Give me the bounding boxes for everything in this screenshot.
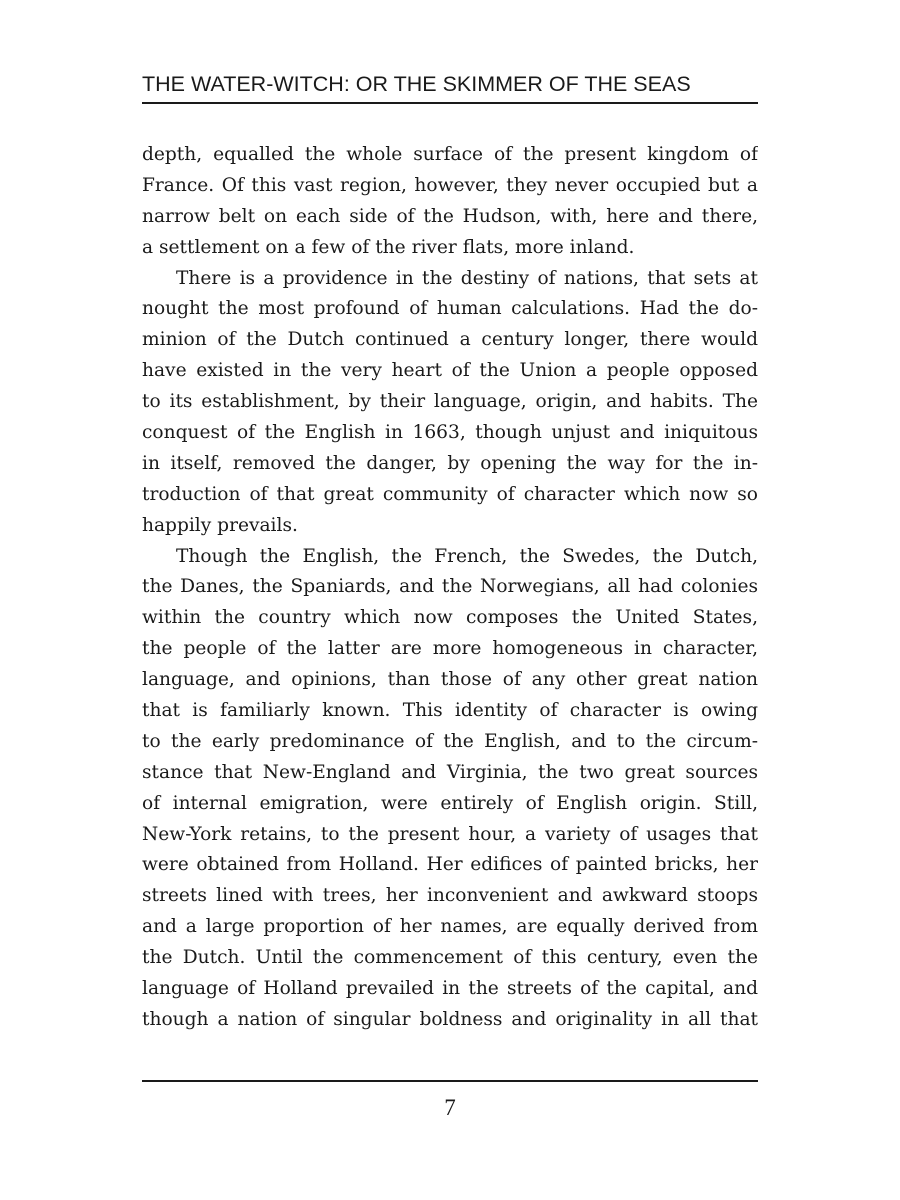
text-line: happily prevails.: [142, 514, 298, 536]
text-line: language, and opinions, than those of any other great nation: [142, 669, 758, 691]
text-line: nought the most profound of human calculations. Had the do-: [142, 298, 758, 320]
text-line: though a nation of singular boldness and originality in all that: [142, 1008, 758, 1030]
text-line: of internal emigration, were entirely of English origin. Still,: [142, 792, 758, 814]
text-line: stance that New-England and Virginia, the two great sources: [142, 761, 758, 783]
header-rule: [142, 102, 758, 104]
text-line: in itself, removed the danger, by opening the way for the in-: [142, 452, 758, 474]
text-line: There is a providence in the destiny of nations, that sets at: [176, 267, 758, 289]
text-line: to its establishment, by their language, origin, and habits. The: [142, 391, 758, 413]
page-number: 7: [444, 1095, 456, 1120]
text-line: depth, equalled the whole surface of the present kingdom of: [142, 144, 758, 165]
text-line: narrow belt on each side of the Hudson, with, here and there,: [142, 205, 758, 227]
text-line: to the early predominance of the English, and to the circum-: [142, 730, 758, 752]
text-line: minion of the Dutch continued a century longer, there would: [142, 329, 758, 351]
text-line: that is familiarly known. This identity of character is owing: [142, 700, 758, 722]
text-line: conquest of the English in 1663, though unjust and iniquitous: [142, 422, 758, 444]
running-title: THE WATER-WITCH: OR THE SKIMMER OF THE SEAS: [142, 72, 691, 96]
text-line: the people of the latter are more homogeneous in character,: [142, 638, 758, 660]
text-line: the Danes, the Spaniards, and the Norwegians, all had colonies: [142, 576, 758, 598]
text-line: Though the English, the French, the Swedes, the Dutch,: [176, 545, 758, 567]
text-line: New-York retains, to the present hour, a variety of usages that: [142, 823, 758, 845]
text-line: have existed in the very heart of the Union a people opposed: [142, 360, 758, 382]
text-line: language of Holland prevailed in the streets of the capital, and: [142, 978, 758, 1000]
text-line: streets lined with trees, her inconvenient and awkward stoops: [142, 885, 758, 907]
text-line: within the country which now composes the United States,: [142, 607, 758, 629]
footer-rule: [142, 1080, 758, 1082]
text-line: and a large proportion of her names, are equally derived from: [142, 916, 758, 938]
text-line: troduction of that great community of character which now so: [142, 483, 758, 505]
text-line: France. Of this vast region, however, they never occupied but a: [142, 174, 758, 196]
body-text: [142, 140, 758, 1036]
text-line: the Dutch. Until the commencement of this century, even the: [142, 947, 758, 969]
text-line: a settlement on a few of the river flats, more inland.: [142, 236, 635, 258]
text-line: were obtained from Holland. Her edifices of painted bricks, her: [142, 854, 758, 876]
